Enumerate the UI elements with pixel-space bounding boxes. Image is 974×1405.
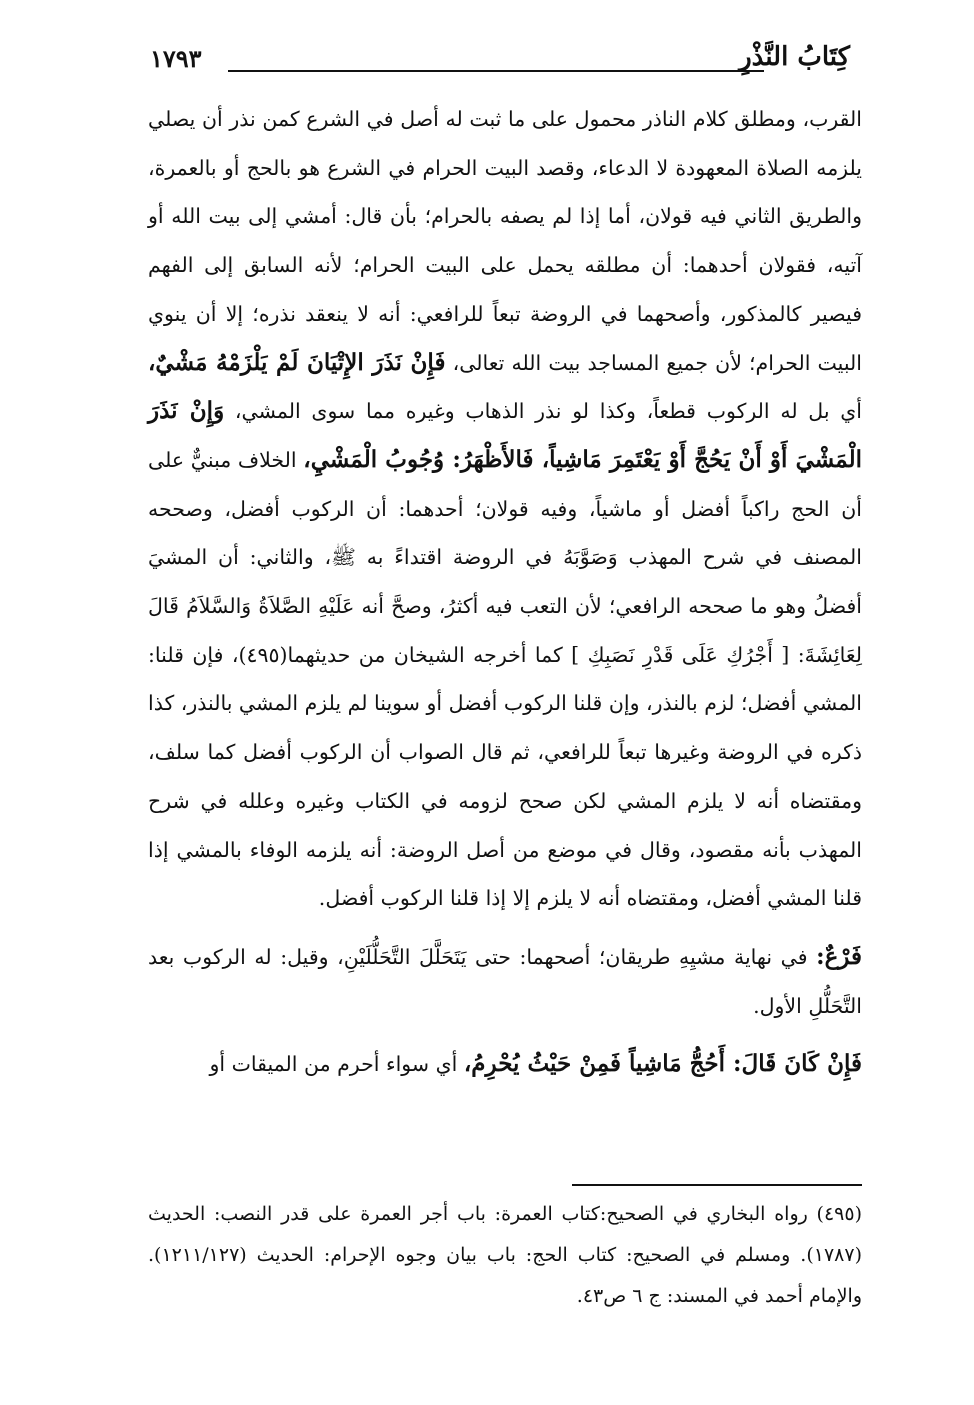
body-paragraph bbox=[148, 95, 862, 923]
commentary-text: الخلاف مبنيٌّ على أن الحج راكباً أفضل أو ماشياً، وفيه قولان؛ أحدهما: أن الركوب أفضل، وصححه المصنف في شرح المهذب وَصَوَّبَهُ في الروضة اقتداءً به ﷺ، والثاني: أن المشيَ أفضلُ وهو ما صححه الرافعي؛ لأن التعب فيه أكثرُ، وصحَّ أنه عَلَيْهِ الصَّلاَةُ وَالسَّلاَمُ قَالَ لِعَائِشَةَ: [ أَجْرُكِ عَلَى قَدْرِ نَصَبِكِ ] كما أخرجه الشيخان من حديثهما(٤٩٥)، فإن قلنا: المشي أفضل؛ لزم بالنذر، وإن قلنا الركوب أفضل أو سوينا لم يلزم المشي بالنذر، كذا ذكره في الروضة وغيرها تبعاً للرافعي، ثم قال الصواب أن الركوب أفضل كما سلف، ومقتضاه أنه لا يلزم المشي لكن صحح لزومه في الكتاب وغيره وعلله في شرح المهذب بأنه مقصود، وقال في موضع من أصل الروضة: أنه يلزمه الوفاء بالمشي إذا قلنا المشي أفضل، ومقتضاه أنه لا يلزم إلا إذا قلنا الركوب أفضل. bbox=[148, 447, 862, 911]
header-rule bbox=[228, 70, 764, 72]
commentary-text: القرب، ومطلق كلام الناذر محمول على ما ثبت له أصل في الشرع كمن نذر أن يصلي يلزمه الصلاة المعهودة لا الدعاء، وقصد البيت الحرام في الشرع هو بالحج أو بالعمرة، والطريق الثاني فيه قولان، أما إذا لم يصفه بالحرام؛ بأن قال: أمشي إلى بيت الله أو آتيه، فقولان أحدهما: أن مطلقه يحمل على البيت الحرام؛ لأنه السابق إلى الفهم فيصير كالمذكور، وأصحهما في الروضة تبعاً للرافعي: أنه لا ينعقد نذره؛ إلا أن ينوي البيت الحرام؛ لأن جميع المساجد بيت الله تعالى، bbox=[148, 107, 862, 375]
matn-text: فَإِنْ كَانَ قَالَ: أَحُجُّ مَاشِياً فَمِنْ حَيْثُ يُحْرِمُ، bbox=[463, 1050, 862, 1078]
matn-text: وَإِنْ نَذَرَ الْمَشْيَ أَوْ أَنْ يَحُجَّ أَوْ يَعْتَمِرَ مَاشِياً، فَالأَظْهَرُ: وُجُوبُ الْمَشْيِ، bbox=[148, 397, 862, 473]
matn-text: فَرْعٌ: bbox=[816, 942, 862, 970]
page-number: ١٧٩٣ bbox=[150, 44, 202, 73]
chapter-title: كِتَابُ النَّذْرِ bbox=[739, 42, 850, 72]
running-header bbox=[150, 42, 850, 82]
matn-text: فَإِنْ نَذَرَ الإِتْيَانَ لَمْ يَلْزَمْهُ مَشْيٌ، bbox=[148, 348, 446, 376]
commentary-text: أي بل له الركوب قطعاً، وكذا لو نذر الذهاب وغيره مما سوى المشي، bbox=[224, 399, 862, 424]
commentary-text: في نهاية مشيِهِ طريقان؛ أصحهما: حتى يَتَحَلَّلَ التَّحَلُّلَيْنِ، وقيل: له الركوب بعد التَّحَلُّلِ الأول. bbox=[148, 944, 862, 1018]
footnotes bbox=[148, 1194, 862, 1317]
main-text bbox=[148, 95, 862, 1089]
footnote-separator bbox=[572, 1184, 862, 1186]
body-paragraph bbox=[148, 933, 862, 1030]
body-paragraph bbox=[148, 1040, 862, 1089]
commentary-text: أي سواء أحرم من الميقات أو bbox=[209, 1052, 464, 1077]
footnote-item: (٤٩٥) رواه البخاري في الصحيح:كتاب العمرة: باب أجر العمرة على قدر النصب: الحديث (١٧٨٧). ومسلم في الصحيح: كتاب الحج: باب بيان وجوه الإحرام: الحديث (١٢١١/١٢٧). والإمام أحمد في المسند: ج ٦ ص٤٣. bbox=[148, 1203, 862, 1307]
